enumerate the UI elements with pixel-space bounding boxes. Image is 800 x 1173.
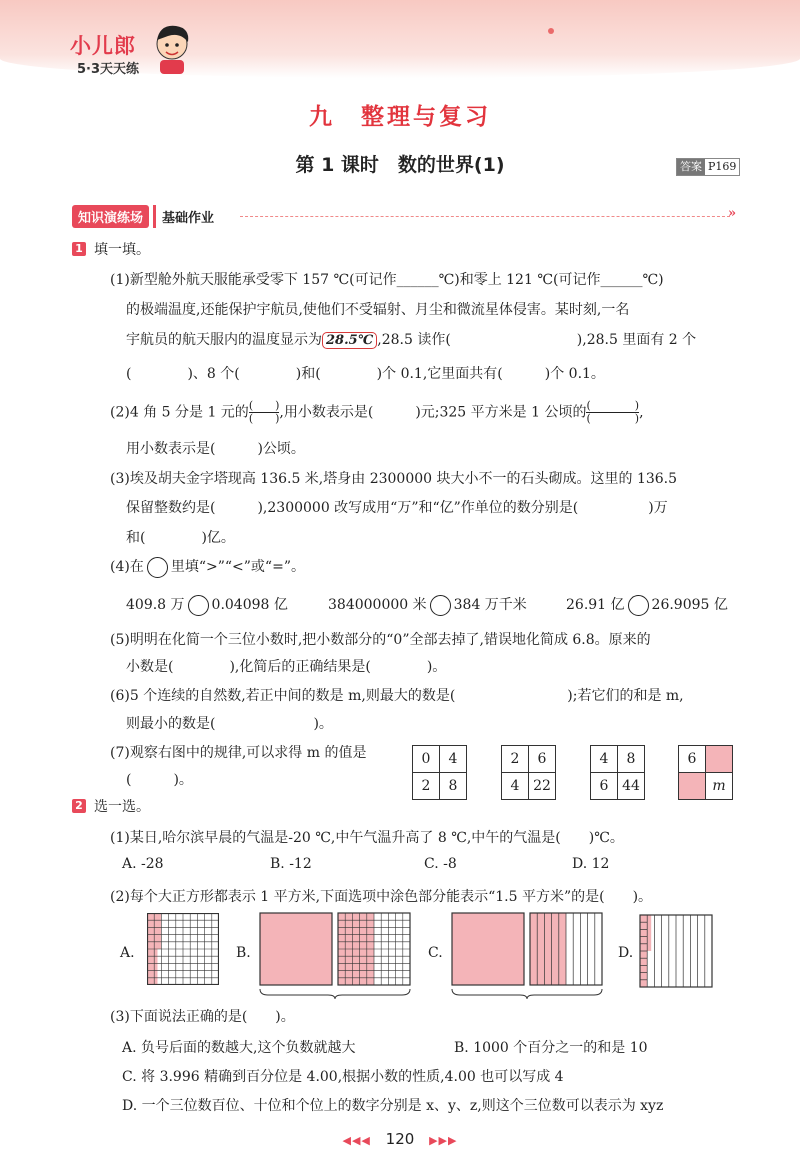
option-c[interactable]: C. 将 3.996 精确到百分位是 4.00,根据小数的性质,4.00 也可以写成 4 (122, 1069, 564, 1085)
q1-3-line2: 保留整数约是( ),2300000 改写成用“万”和“亿”作单位的数分别是( )万 (126, 500, 668, 516)
q1-4-compare2 (328, 594, 527, 616)
grid-cell: 6 (529, 746, 556, 773)
q1-5-line1: (5)明明在化简一个三位小数时,把小数部分的“0”全部去掉了,错误地化简成 6.8。原来的 (110, 632, 651, 648)
question-title: 选一选。 (94, 799, 150, 815)
option-b[interactable]: B. 1000 个百分之一的和是 10 (454, 1040, 648, 1056)
fraction-blank (586, 400, 639, 425)
grid-cell: 44 (618, 773, 645, 800)
q1-1-text: ,28.5 读作( ),28.5 里面有 2 个 (377, 332, 697, 348)
brand-logo: 小儿郎 (70, 34, 136, 58)
compare-left: 409.8 万 (126, 597, 185, 613)
q1-1-text: 宇航员的航天服内的温度显示为 (126, 332, 322, 348)
page-number: 120 (385, 1130, 415, 1148)
q1-1-line2: 的极端温度,还能保护宇航员,使他们不受辐射、月尘和微流星体侵害。某时刻,一名 (126, 302, 630, 318)
grid-cell: 6 (591, 773, 618, 800)
next-arrows-icon: ▶▶▶ (429, 1134, 458, 1147)
grid-cell: 22 (529, 773, 556, 800)
compare-left: 384000000 米 (328, 597, 427, 613)
grid-cell: 2 (413, 773, 440, 800)
grid-cell: 2 (502, 746, 529, 773)
fraction-denominator: ( ) (586, 412, 640, 425)
q1-5-line2: 小数是( ),化简后的正确结果是( )。 (126, 659, 447, 675)
grid-cell: 0 (413, 746, 440, 773)
fraction-blank (249, 400, 280, 425)
q1-4-text: 里填“>”“<”或“=”。 (170, 559, 305, 575)
compare-circle-icon[interactable] (188, 595, 209, 616)
q1-7-line2: ( )。 (126, 772, 193, 788)
grid-cell: m (706, 773, 733, 800)
temperature-display: 28.5℃ (322, 332, 377, 349)
compare-right: 384 万千米 (453, 597, 527, 613)
answer-page: P169 (708, 160, 737, 173)
mascot-icon (150, 20, 196, 76)
brand-subtitle: 5·3天天练 (77, 62, 140, 77)
question-number: 2 (72, 799, 86, 813)
compare-circle-icon[interactable] (430, 595, 451, 616)
q1-7-line1: (7)观察右图中的规律,可以求得 m 的值是 (110, 745, 367, 761)
q1-6-line2: 则最小的数是( )。 (126, 716, 333, 732)
compare-circle-icon[interactable] (628, 595, 649, 616)
q1-2-text: (2)4 角 5 分是 1 元的 (110, 404, 249, 421)
option-a[interactable]: A. -28 (122, 856, 164, 872)
option-label[interactable]: C. (428, 945, 443, 961)
pattern-grid (590, 745, 645, 800)
option-c[interactable]: C. -8 (424, 856, 457, 872)
grid-cell: 8 (440, 773, 467, 800)
q1-2-text: ,用小数表示是( )元;325 平方米是 1 公顷的 (279, 404, 587, 421)
q1-2-text: , (639, 404, 644, 421)
compare-left: 26.91 亿 (566, 597, 625, 613)
section-divider (240, 216, 730, 217)
chapter-title: 九 整理与复习 (309, 104, 491, 130)
grid-cell (679, 773, 706, 800)
option-a-grid-figure (147, 913, 219, 985)
grid-cell: 4 (591, 746, 618, 773)
q2-3-line1: (3)下面说法正确的是( )。 (110, 1009, 295, 1025)
q1-4-compare1 (126, 594, 288, 616)
compare-circle-icon (147, 557, 168, 578)
section-tag: 知识演练场 (72, 205, 149, 228)
option-label[interactable]: A. (120, 945, 135, 961)
fraction-denominator: ( ) (248, 412, 280, 425)
fraction-numerator: ( ) (248, 399, 280, 412)
q2-1-line1: (1)某日,哈尔滨早晨的气温是-20 ℃,中午气温升高了 8 ℃,中午的气温是( )℃。 (110, 830, 624, 846)
prev-arrows-icon: ◀◀◀ (342, 1134, 371, 1147)
compare-right: 26.9095 亿 (651, 597, 728, 613)
grid-cell: 6 (679, 746, 706, 773)
q1-3-line3: 和( )亿。 (126, 530, 235, 546)
page-footer (0, 1130, 800, 1148)
pattern-grid (412, 745, 467, 800)
q1-4-compare3 (566, 594, 728, 616)
option-c-figure (450, 911, 610, 999)
q1-2-line1 (110, 400, 644, 425)
q1-1-line4: ( )、8 个( )和( )个 0.1,它里面共有( )个 0.1。 (126, 366, 605, 382)
option-b-figure (258, 911, 418, 999)
compare-right: 0.04098 亿 (211, 597, 288, 613)
option-a[interactable]: A. 负号后面的数越大,这个负数就越大 (122, 1040, 356, 1056)
q1-1-line1: (1)新型舱外航天服能承受零下 157 ℃(可记作______℃)和零上 121 ℃(可记作______℃) (110, 272, 664, 288)
section-name: 基础作业 (153, 205, 220, 228)
q1-4-text: (4)在 (110, 559, 144, 575)
answer-badge (676, 158, 740, 176)
q1-1-line3 (126, 329, 696, 349)
fraction-numerator: ( ) (586, 399, 640, 412)
option-d[interactable]: D. 一个三位数百位、十位和个位上的数字分别是 x、y、z,则这个三位数可以表示为 xyz (122, 1098, 664, 1114)
option-label[interactable]: B. (236, 945, 251, 961)
option-d[interactable]: D. 12 (572, 856, 610, 872)
answer-label: 答案 (677, 159, 705, 175)
q2-2-line1: (2)每个大正方形都表示 1 平方米,下面选项中涂色部分能表示“1.5 平方米”的是( )。 (110, 889, 653, 905)
grid-cell (706, 746, 733, 773)
q1-4-line1 (110, 556, 305, 578)
question-title: 填一填。 (94, 242, 150, 258)
pattern-grid (501, 745, 556, 800)
decor-dot (548, 28, 554, 34)
q1-6-line1: (6)5 个连续的自然数,若正中间的数是 m,则最大的数是( );若它们的和是 m, (110, 688, 684, 704)
grid-cell: 4 (502, 773, 529, 800)
question-number: 1 (72, 242, 86, 256)
section-arrows-icon: » (728, 206, 737, 221)
q1-3-line1: (3)埃及胡夫金字塔现高 136.5 米,塔身由 2300000 块大小不一的石头砌成。这里的 136.5 (110, 471, 678, 487)
option-b[interactable]: B. -12 (270, 856, 312, 872)
grid-cell: 4 (440, 746, 467, 773)
option-label[interactable]: D. (618, 945, 634, 961)
lesson-title: 第 1 课时 数的世界(1) (295, 154, 505, 176)
pattern-grid (678, 745, 733, 800)
option-d-figure (638, 913, 714, 989)
grid-cell: 8 (618, 746, 645, 773)
q1-2-line2: 用小数表示是( )公顷。 (126, 441, 305, 457)
section-header (72, 205, 220, 227)
